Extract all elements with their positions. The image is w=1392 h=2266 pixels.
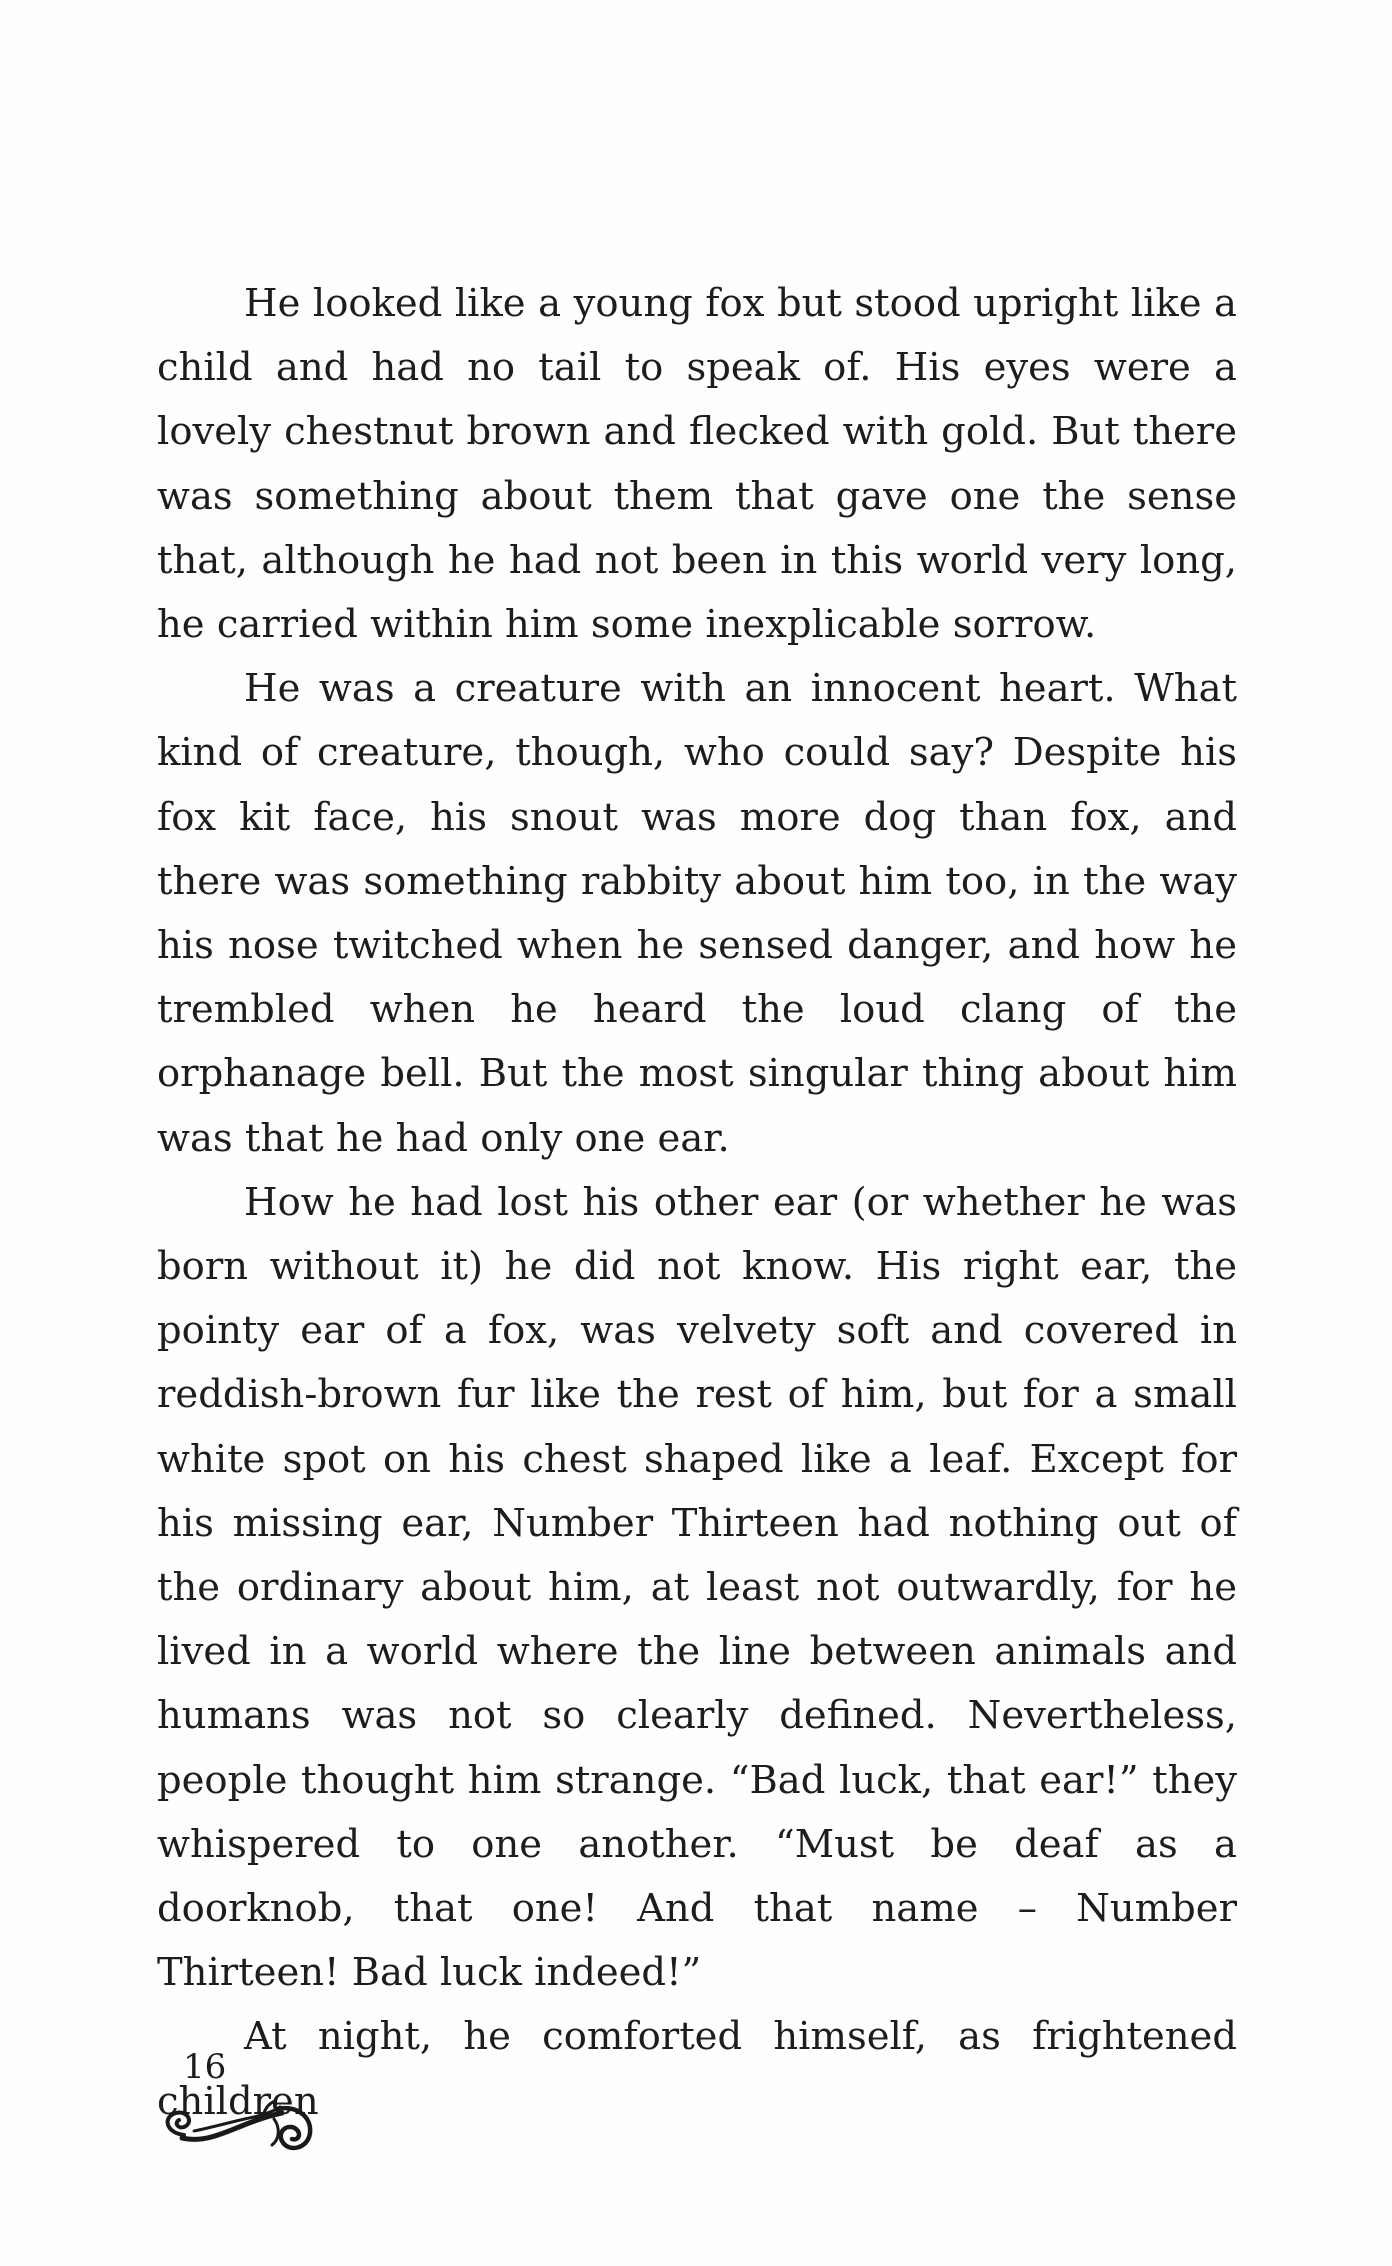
paragraph-3: How he had lost his other ear (or whether he was born without it) he did not know. His right ear, the pointy ear of a fox, was velvety soft and covered in reddish-brown fur like the rest of him, but for a small white spot on his chest shaped like a leaf. Except for his missing ear, Number Thirteen had nothing out of the ordinary about him, at least not outwardly, for he lived in a world where the line between animals and humans was not so clearly defined. Nevertheless, people thought him strange. “Bad luck, that ear!” they whispered to one another. “Must be deaf as a doorknob, that one! And that name – Number Thirteen! Bad luck indeed!” [157,1179,1237,1996]
page-number: 16 [183,2047,227,2087]
paragraph-1: He looked like a young fox but stood upright like a child and had no tail to speak of. His eyes were a lovely chestnut brown and flecked with gold. But there was something about them that gave one the sense that, although he had not been in this world very long, he carried within him some inexplicable sorrow. [157,281,1237,648]
scroll-flourish-icon [154,2083,324,2163]
body-text [157,272,1237,2134]
paragraph-2: He was a creature with an innocent heart. What kind of creature, though, who could say? Despite his fox kit face, his snout was more dog than fox, and there was something rabbity about him too, in the way his nose twitched when he sensed danger, and how he trembled when he heard the loud clang of the orphanage bell. But the most singular thing about him was that he had only one ear. [157,666,1237,1161]
paragraph-4: At night, he comforted himself, as frightened children [157,2014,1237,2124]
